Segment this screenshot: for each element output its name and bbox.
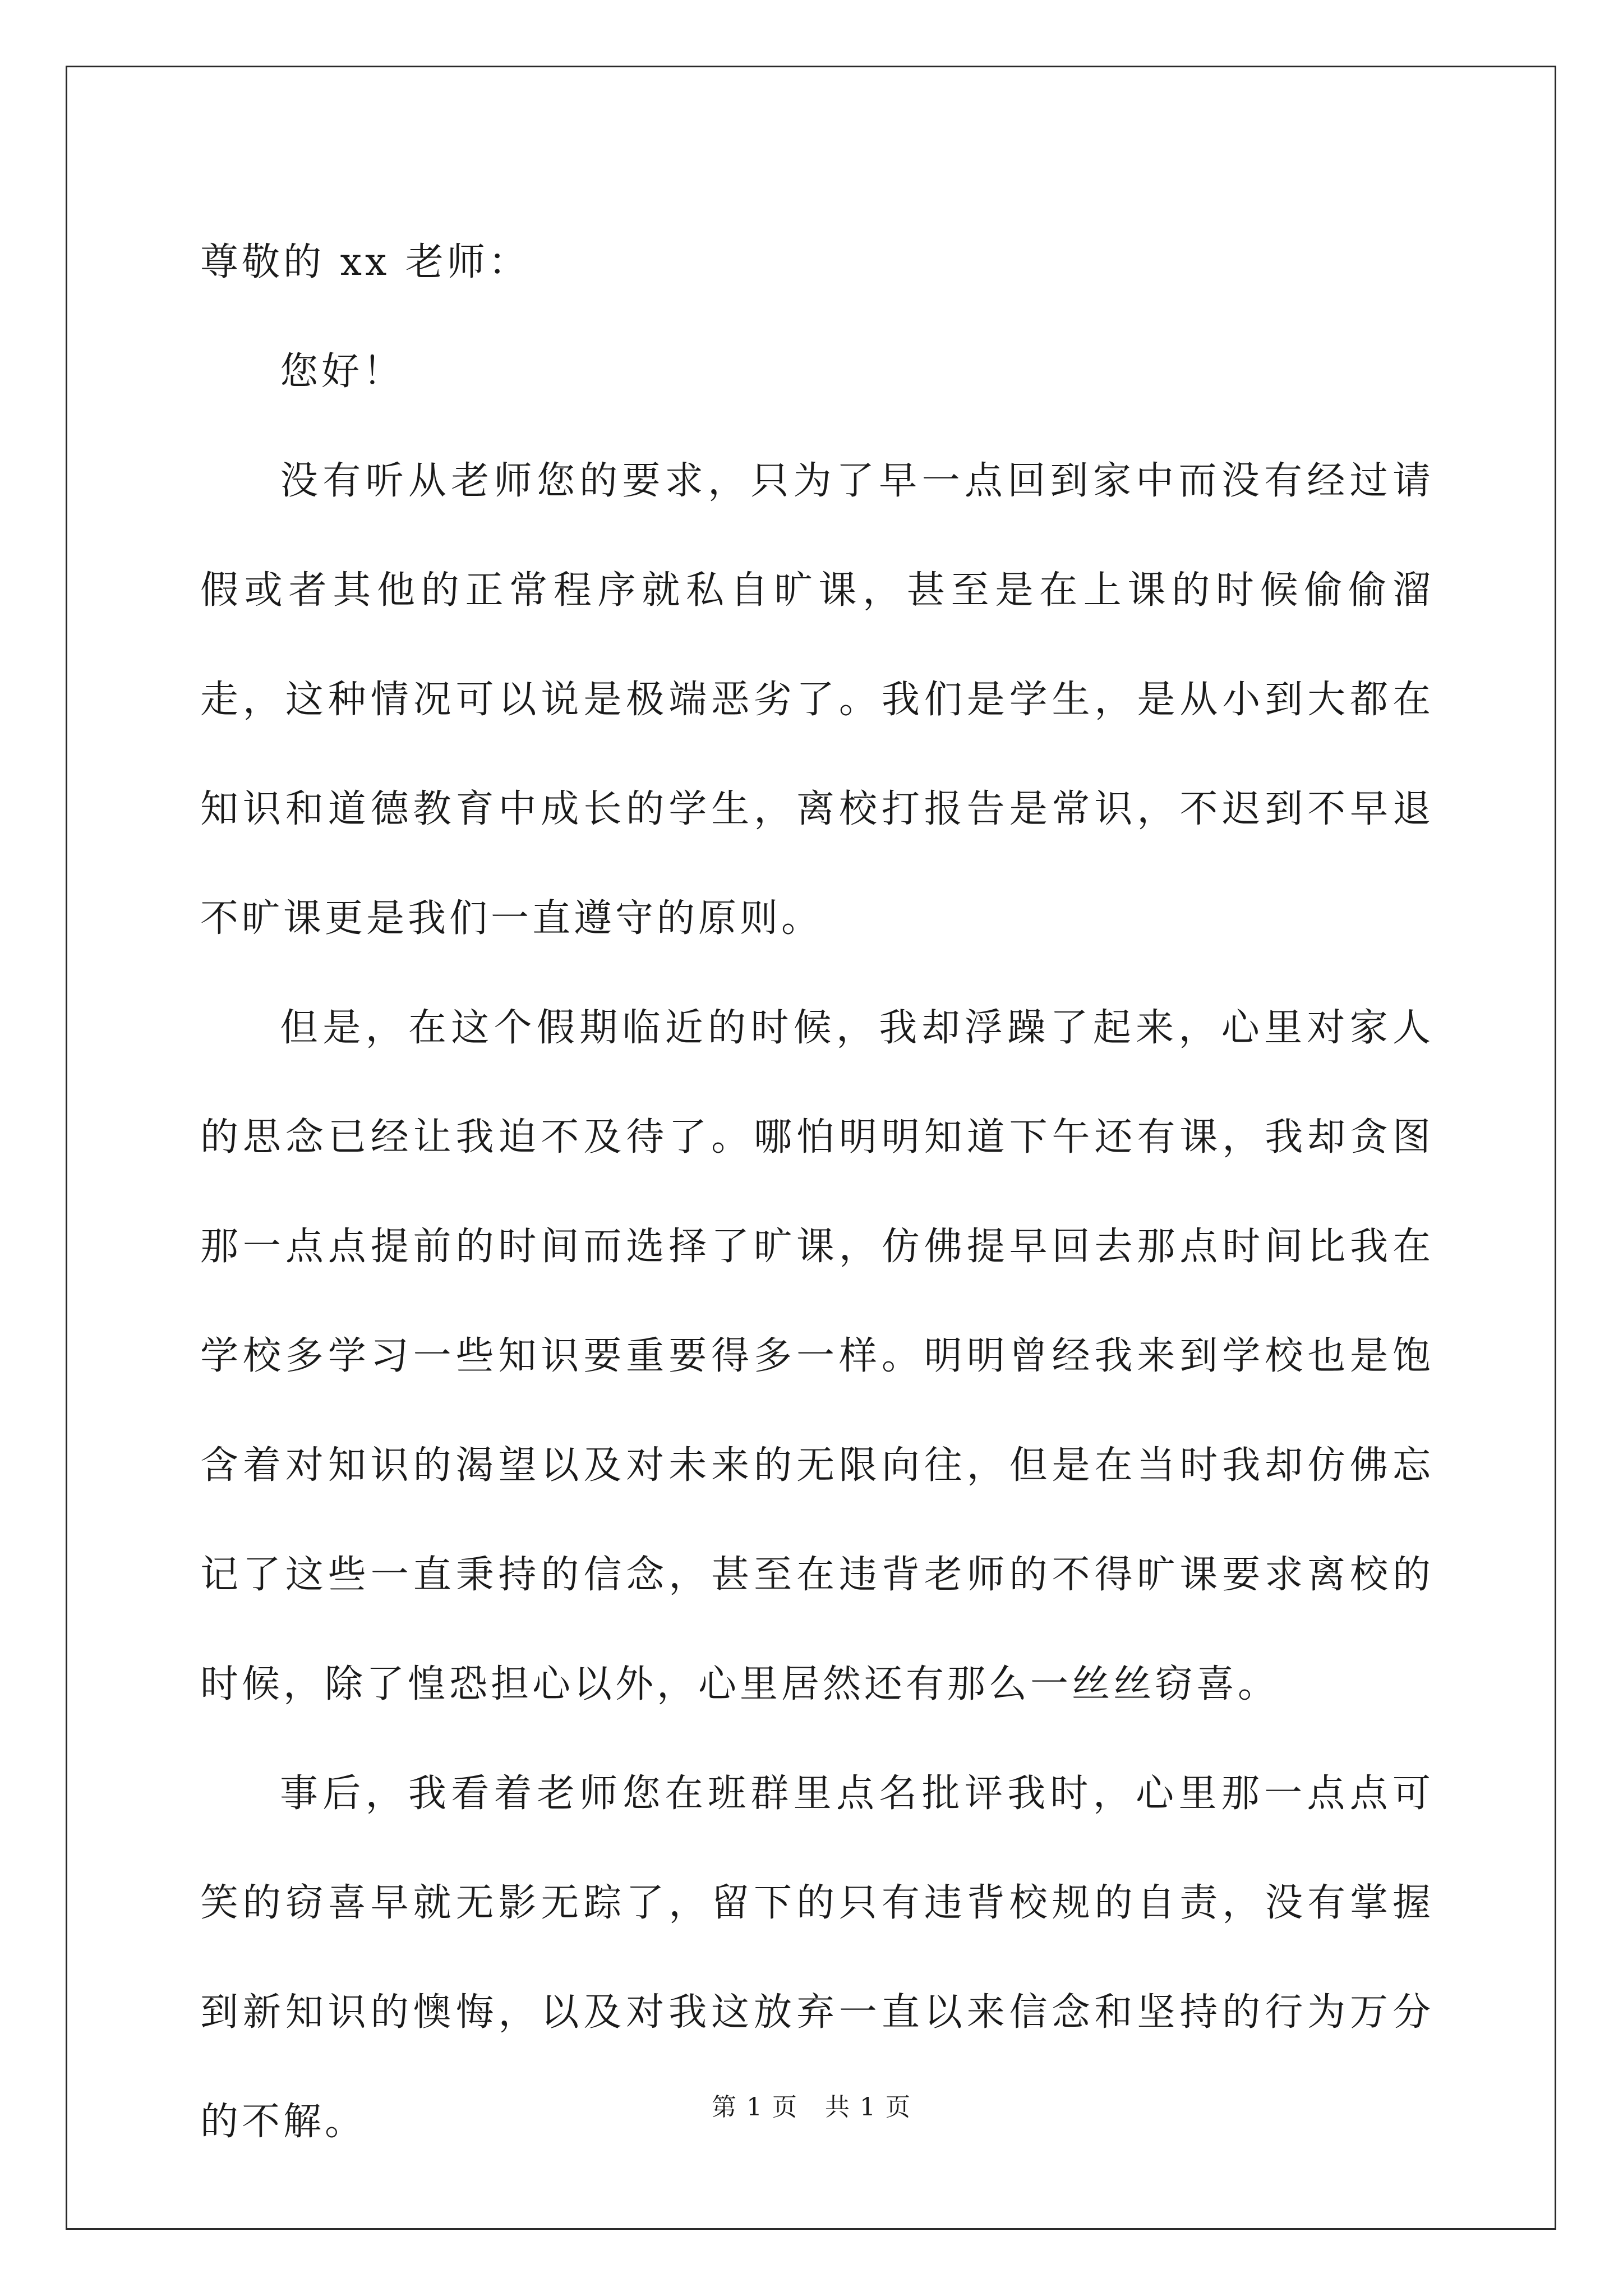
paragraph-3: 事后，我看着老师您在班群里点名批评我时，心里那一点点可笑的窃喜早就无影无踪了，留下的只有违背校规的自责，没有掌握到新知识的懊悔，以及对我这放弃一直以来信念和坚持的行为万分的不解。 [200, 1772, 1434, 2144]
letter-body [200, 208, 1434, 2177]
salutation: 尊敬的 xx 老师： [200, 240, 530, 284]
page-footer: 第 1 页 共 1 页 [712, 2093, 911, 2122]
paragraph-1: 没有听从老师您的要求，只为了早一点回到家中而没有经过请假或者其他的正常程序就私自旷课，甚至是在上课的时候偷偷溜走，这种情况可以说是极端恶劣了。我们是学生，是从小到大都在知识和道德教育中成长的学生，离校打报告是常识，不迟到不早退不旷课更是我们一直遵守的原则。 [200, 459, 1434, 941]
greeting: 您好！ [280, 349, 405, 394]
paragraph-2: 但是，在这个假期临近的时候，我却浮躁了起来，心里对家人的思念已经让我迫不及待了。哪怕明明知道下午还有课，我却贪图那一点点提前的时间而选择了旷课，仿佛提早回去那点时间比我在学校多学习一些知识要重要得多一样。明明曾经我来到学校也是饱含着对知识的渴望以及对未来的无限向往，但是在当时我却仿佛忘记了这些一直秉持的信念，甚至在违背老师的不得旷课要求离校的时候，除了惶恐担心以外，心里居然还有那么一丝丝窃喜。 [200, 1006, 1434, 1706]
